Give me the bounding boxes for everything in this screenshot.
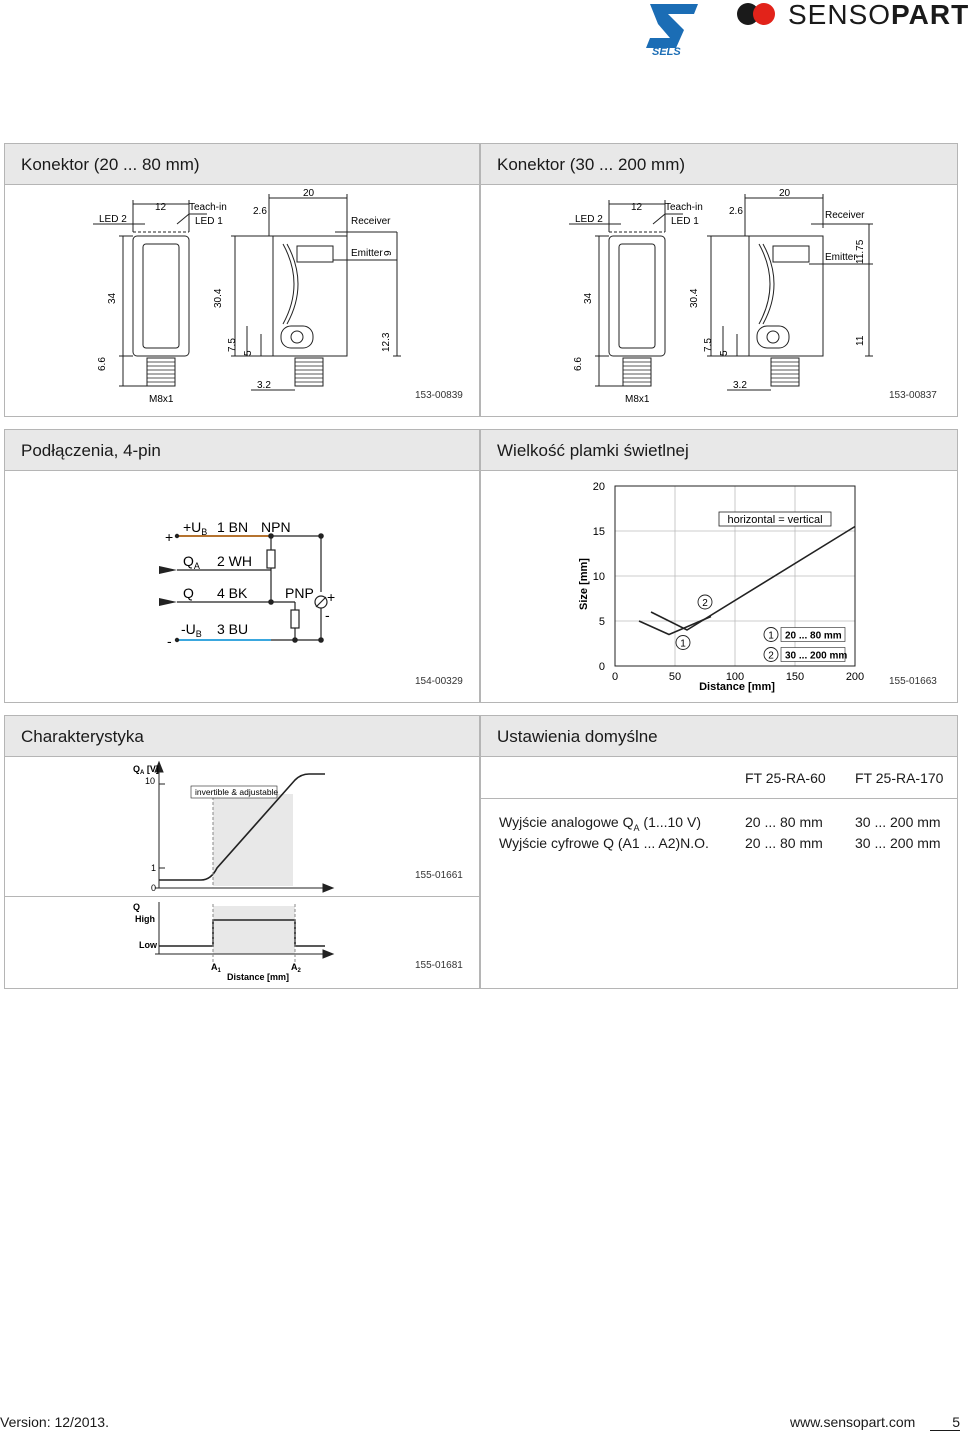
qa-axis-sub: A [140, 770, 145, 776]
spot-legend-note: horizontal = vertical [727, 514, 823, 526]
led2-label: LED 2 [99, 214, 127, 225]
char-defaults-header [5, 716, 957, 757]
dim-6-6-b: 6.6 [573, 357, 584, 371]
dim-6-6: 6.6 [97, 357, 108, 371]
pnp-label: PNP [285, 585, 314, 601]
dim-3-2: 3.2 [257, 380, 271, 391]
qa-axis-unit: [V] [144, 764, 159, 774]
pnp-minus: - [325, 607, 330, 623]
dim-34: 34 [107, 292, 118, 304]
dim-2-6-b: 2.6 [729, 206, 743, 217]
defaults-divider [481, 798, 957, 799]
dim-7-5: 7.5 [227, 338, 238, 352]
svg-text:A2 [291, 962, 302, 974]
y-10: 10 [145, 776, 156, 786]
spot-x-tick: 100 [725, 671, 745, 683]
digital-v1: 20 ... 80 mm [745, 835, 823, 851]
led2-label-b: LED 2 [575, 214, 603, 225]
sensopart-logo-thin: SENSO [788, 0, 892, 30]
dim-3-2-b: 3.2 [733, 380, 747, 391]
wiring-code: 154-00329 [415, 676, 463, 687]
ub-plus: +U [183, 519, 202, 535]
pin4-label: 4 BK [217, 585, 248, 601]
qa-label: Q [183, 553, 194, 569]
ub-plus-sub: B [201, 527, 208, 537]
sels-logo [640, 2, 710, 56]
pin3-label: 3 BU [217, 621, 249, 637]
dim-12-b: 12 [631, 202, 643, 213]
q-label: Q [183, 585, 194, 601]
spot-y-tick: 10 [592, 571, 605, 583]
dim-5-b: 5 [719, 350, 730, 356]
pin1-label: 1 BN [217, 519, 249, 535]
y-1: 1 [151, 863, 157, 873]
teach-in-label-b: Teach-in [665, 202, 703, 213]
connector-b-drawing [481, 184, 955, 414]
spot-ylabel: Size [mm] [578, 558, 590, 610]
svg-text:A1 [211, 962, 222, 974]
svg-text:QA [V] [133, 764, 159, 776]
svg-text:+UB [183, 519, 207, 537]
spot-code: 155-01663 [889, 676, 937, 687]
dim-20-b: 20 [779, 188, 791, 199]
analog-label: Wyjście analogowe Q [499, 814, 634, 830]
ub-minus-sub: B [195, 629, 202, 639]
spot-legend-label: 30 ... 200 mm [785, 650, 848, 662]
dim-11: 11 [855, 335, 866, 346]
wiring-diagram [5, 470, 479, 700]
spot-title: Wielkość plamki świetlnej [497, 441, 689, 460]
dim-34-b: 34 [583, 292, 594, 304]
footer-url[interactable]: www.sensopart.com [790, 1414, 916, 1430]
connector-b-title: Konektor (30 ... 200 mm) [497, 155, 686, 174]
spot-legend-marker-label: 1 [768, 630, 774, 642]
dim-12-3: 12.3 [381, 332, 392, 352]
defaults-col2: FT 25-RA-170 [855, 770, 944, 786]
a2-sub: 2 [297, 968, 301, 974]
teach-in-label: Teach-in [189, 202, 227, 213]
dim-20: 20 [303, 188, 315, 199]
spot-x-tick: 0 [611, 671, 619, 683]
analog-label-sub: A [633, 822, 640, 833]
spot-legend-marker-label: 2 [768, 650, 774, 662]
dim-7-5-b: 7.5 [703, 338, 714, 352]
spot-y-tick: 20 [592, 481, 605, 493]
dim-11-75: 11.75 [855, 239, 866, 264]
q-axis-label: Q [133, 902, 141, 912]
char-title: Charakterystyka [21, 727, 144, 746]
sels-logo-text: SELS [652, 46, 681, 58]
panel-divider-3 [479, 716, 481, 988]
a1-sub: 1 [217, 968, 221, 974]
footer-version: Version: 12/2013. [0, 1414, 109, 1430]
dim-30-4: 30.4 [213, 288, 224, 308]
pnp-plus: + [327, 589, 336, 605]
footer-page-number: 5 [930, 1414, 960, 1431]
dim-5: 5 [243, 350, 254, 356]
emitter-label: Emitter [351, 248, 383, 259]
connector-a-title: Konektor (20 ... 80 mm) [21, 155, 200, 174]
defaults-row-analog [499, 814, 701, 833]
low-label: Low [139, 940, 157, 950]
wiring-spot-panel [4, 429, 958, 703]
spot-size-chart [481, 470, 955, 700]
digital-v2: 30 ... 200 mm [855, 835, 941, 851]
connectors-panel [4, 143, 958, 417]
sensopart-logo [736, 0, 969, 30]
wiring-minus: - [167, 633, 172, 649]
spot-x-tick: 200 [845, 671, 865, 683]
wiring-title: Podłączenia, 4-pin [21, 441, 161, 460]
dim-12: 12 [155, 202, 167, 213]
spot-legend-label: 20 ... 80 mm [785, 630, 842, 642]
receiver-label-b: Receiver [825, 210, 865, 221]
svg-text:QA [183, 553, 200, 571]
qa-sub: A [193, 561, 200, 571]
svg-text:-UB [181, 621, 202, 639]
npn-label: NPN [261, 519, 291, 535]
led1-label: LED 1 [195, 216, 223, 227]
digital-label: Wyjście cyfrowe Q (A1 ... A2)N.O. [499, 835, 709, 851]
dim-30-4-b: 30.4 [689, 288, 700, 308]
a2-label: A [291, 962, 298, 972]
qa-axis-label: Q [133, 764, 141, 774]
char-code-2: 155-01681 [415, 960, 463, 971]
digital-characteristic [5, 898, 479, 988]
spot-series-marker-label: 1 [680, 638, 686, 650]
spot-xlabel: Distance [mm] [699, 681, 775, 693]
connector-b-code: 153-00837 [889, 390, 937, 401]
a1-label: A [211, 962, 218, 972]
dim-2-6: 2.6 [253, 206, 267, 217]
defaults-col1: FT 25-RA-60 [745, 770, 826, 786]
char-defaults-panel [4, 715, 958, 989]
pin2-label: 2 WH [217, 553, 252, 569]
led1-label-b: LED 1 [671, 216, 699, 227]
analog-characteristic [5, 756, 479, 896]
spot-x-tick: 50 [668, 671, 682, 683]
y-0: 0 [151, 883, 157, 893]
analog-label-tail: (1...10 V) [639, 814, 701, 830]
analog-v2: 30 ... 200 mm [855, 814, 941, 830]
spot-y-tick: 0 [598, 661, 605, 673]
ub-minus: -U [181, 621, 196, 637]
m8-label-b: M8x1 [625, 394, 650, 405]
wiring-plus: + [165, 529, 174, 545]
spot-series-marker-label: 2 [702, 598, 708, 609]
distance-label: Distance [mm] [227, 972, 290, 982]
spot-series-line [651, 527, 855, 631]
invertible-note: invertible & adjustable [195, 787, 279, 797]
spot-x-tick: 150 [785, 671, 805, 683]
m8-label: M8x1 [149, 394, 174, 405]
char-divider [5, 896, 479, 897]
spot-y-tick: 15 [592, 526, 605, 538]
receiver-label: Receiver [351, 216, 391, 227]
connector-a-code: 153-00839 [415, 390, 463, 401]
emitter-label-b: Emitter [825, 252, 857, 263]
high-label: High [135, 914, 155, 924]
connector-a-drawing [5, 184, 479, 414]
dim-9: 9 [383, 250, 394, 256]
defaults-title: Ustawienia domyślne [497, 727, 658, 746]
char-code-1: 155-01661 [415, 870, 463, 881]
spot-y-tick: 5 [598, 616, 605, 628]
analog-v1: 20 ... 80 mm [745, 814, 823, 830]
defaults-row-digital [499, 835, 709, 851]
sensopart-logo-bold: PART [891, 0, 969, 30]
